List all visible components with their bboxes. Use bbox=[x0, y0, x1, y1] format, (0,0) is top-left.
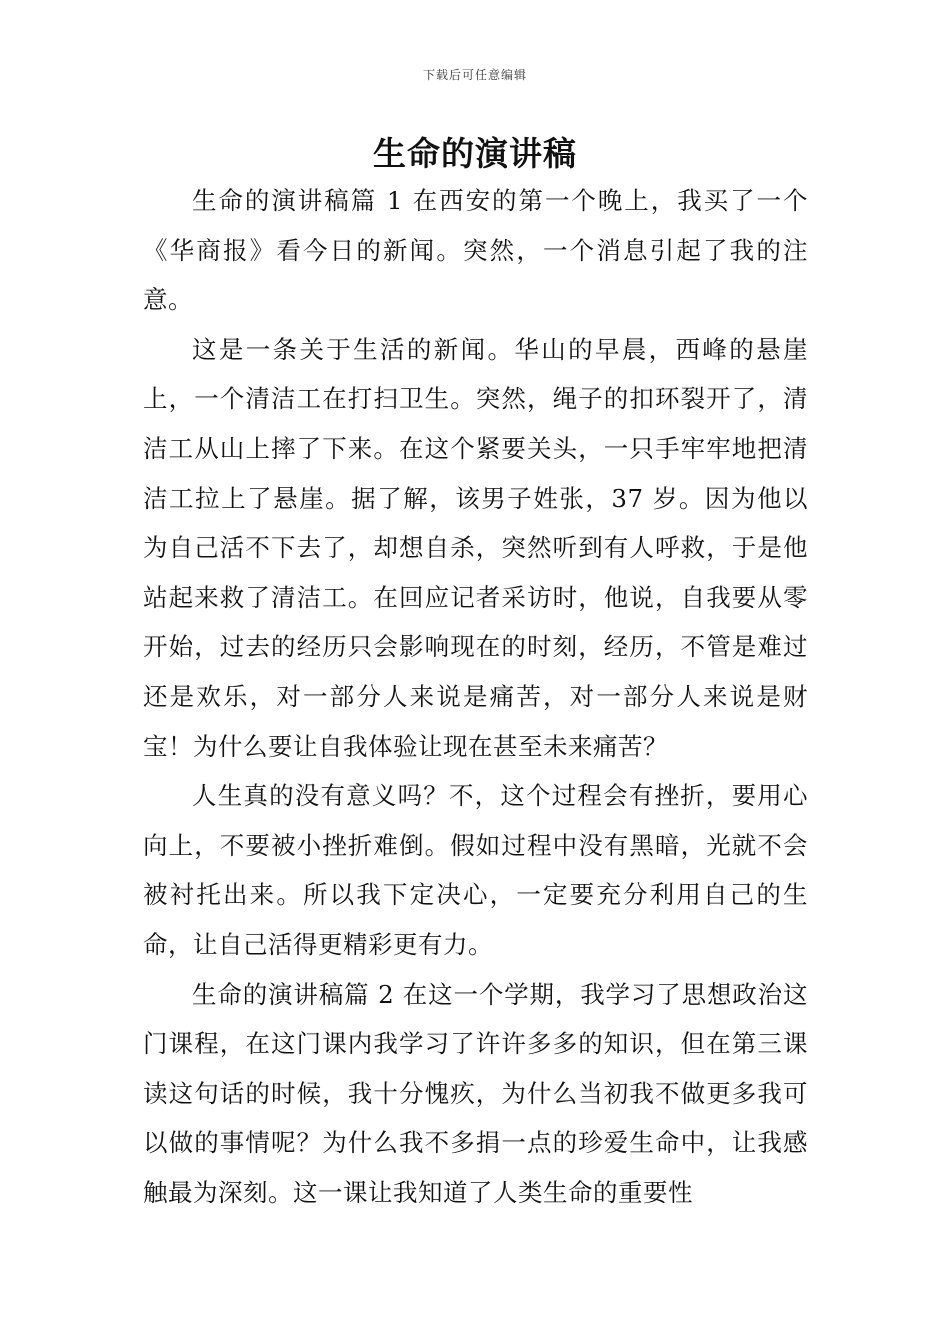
paragraph-3: 人生真的没有意义吗？不，这个过程会有挫折，要用心向上，不要被小挫折难倒。假如过程中没有黑暗，光就不会被衬托出来。所以我下定决心，一定要充分利用自己的生命，让自己活得更精彩更有力。 bbox=[143, 781, 808, 959]
paragraph-1: 生命的演讲稿篇 1 在西安的第一个晚上，我买了一个《华商报》看今日的新闻。突然，一个消息引起了我的注意。 bbox=[143, 186, 808, 315]
page-title: 生命的演讲稿 bbox=[373, 134, 577, 173]
paragraph-2: 这是一条关于生活的新闻。华山的早晨，西峰的悬崖上，一个清洁工在打扫卫生。突然，绳子的扣环裂开了，清洁工从山上摔了下来。在这个紧要关头，一只手牢牢地把清洁工拉上了悬崖。据了解，该男子姓张，37 岁。因为他以为自己活不下去了，却想自杀，突然听到有人呼救，于是他站起来救了清洁工。在回应记者采访时，他说，自我要从零开始，过去的经历只会影响现在的时刻，经历，不管是难过还是欢乐，对一部分人来说是痛苦，对一部分人来说是财宝！为什么要让自我体验让现在甚至未来痛苦？ bbox=[143, 334, 808, 761]
document-body bbox=[143, 176, 808, 1217]
paragraph-4: 生命的演讲稿篇 2 在这一个学期，我学习了思想政治这门课程，在这门课内我学习了许许多多的知识，但在第三课读这句话的时候，我十分愧疚，为什么当初我不做更多我可以做的事情呢？为什么我不多捐一点的珍爱生命中，让我感触最为深刻。这一课让我知道了人类生命的重要性 bbox=[143, 979, 808, 1207]
header-note: 下载后可任意编辑 bbox=[422, 68, 527, 82]
